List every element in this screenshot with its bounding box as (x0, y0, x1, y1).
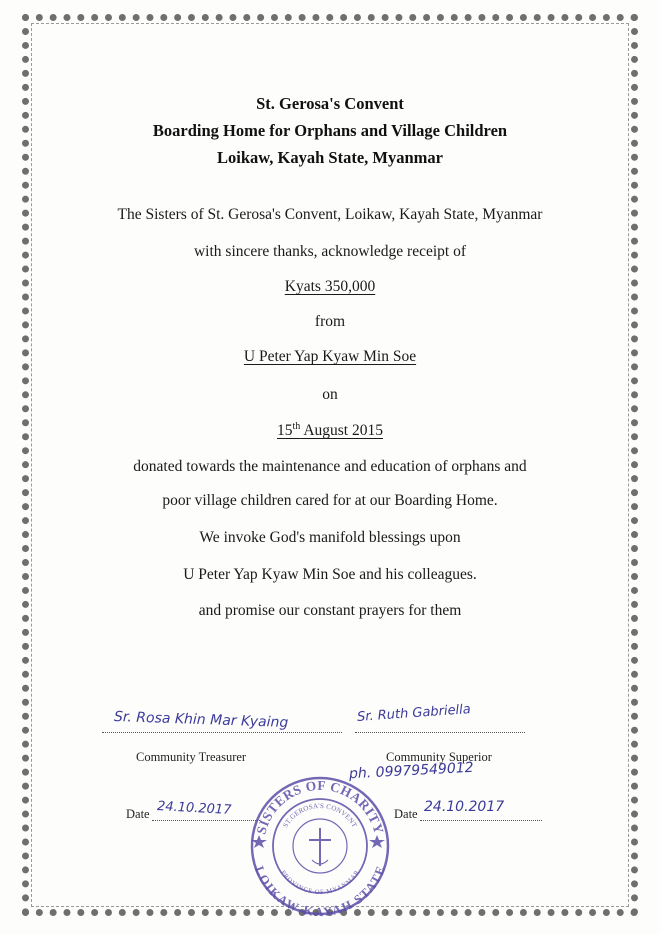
paragraph-line-1: donated towards the maintenance and education of orphans and (133, 458, 527, 475)
date-label-right: Date (394, 807, 418, 821)
treasurer-signature: Sr. Rosa Khin Mar Kyaing (113, 708, 289, 732)
date-line-right (420, 820, 542, 821)
stamp-top-text: SISTERS OF CHARITY (253, 777, 387, 836)
date-value-right: 24.10.2017 (424, 799, 505, 815)
donor-line (0, 348, 660, 366)
donation-date-suffix: th (292, 421, 301, 432)
superior-signature-line (355, 732, 525, 733)
treasurer-role: Community Treasurer (136, 750, 247, 764)
superior-signature: Sr. Ruth Gabriella (356, 702, 472, 725)
donation-date (277, 422, 383, 439)
donation-date-rest: August 2015 (300, 422, 383, 440)
paragraph-line-4: U Peter Yap Kyaw Min Soe and his colleagues. (183, 566, 477, 583)
intro-line-1: The Sisters of St. Gerosa's Convent, Loikaw, Kayah State, Myanmar (117, 206, 543, 223)
date-label-left: Date (126, 807, 150, 821)
cross-icon (309, 828, 331, 866)
convent-name: St. Gerosa's Convent (256, 94, 404, 113)
intro-line-2: with sincere thanks, acknowledge receipt of (193, 243, 466, 260)
donation-date-line (0, 421, 660, 440)
convent-stamp (248, 774, 392, 918)
from-line: from (314, 313, 346, 330)
amount-line (0, 278, 660, 296)
superior-role: Community Superior (386, 750, 492, 764)
date-value-left: 24.10.2017 (156, 799, 232, 818)
stamp-inner-top-text: ST.GEROSA'S CONVENT (281, 801, 359, 830)
star-icon (369, 835, 385, 848)
donor-name: U Peter Yap Kyaw Min Soe (243, 348, 417, 365)
treasurer-signature-line (102, 732, 342, 733)
phone-number: ph. 09979549012 (348, 759, 474, 783)
paragraph-line-3: We invoke God's manifold blessings upon (199, 529, 461, 546)
donation-date-day: 15 (277, 422, 293, 440)
stamp-inner-bottom-text: PROVINCE OF MYANMAR (279, 869, 361, 897)
location-heading: Loikaw, Kayah State, Myanmar (217, 148, 443, 167)
date-line-left (152, 820, 260, 821)
home-name: Boarding Home for Orphans and Village Children (152, 121, 508, 140)
stamp-bottom-text: LOIKAW-KAYAH STATE (252, 864, 388, 918)
donation-amount: Kyats 350,000 (284, 278, 376, 295)
paragraph-line-5: and promise our constant prayers for them (198, 602, 462, 619)
on-line: on (322, 386, 338, 403)
paragraph-line-2: poor village children cared for at our Boarding Home. (162, 492, 498, 509)
